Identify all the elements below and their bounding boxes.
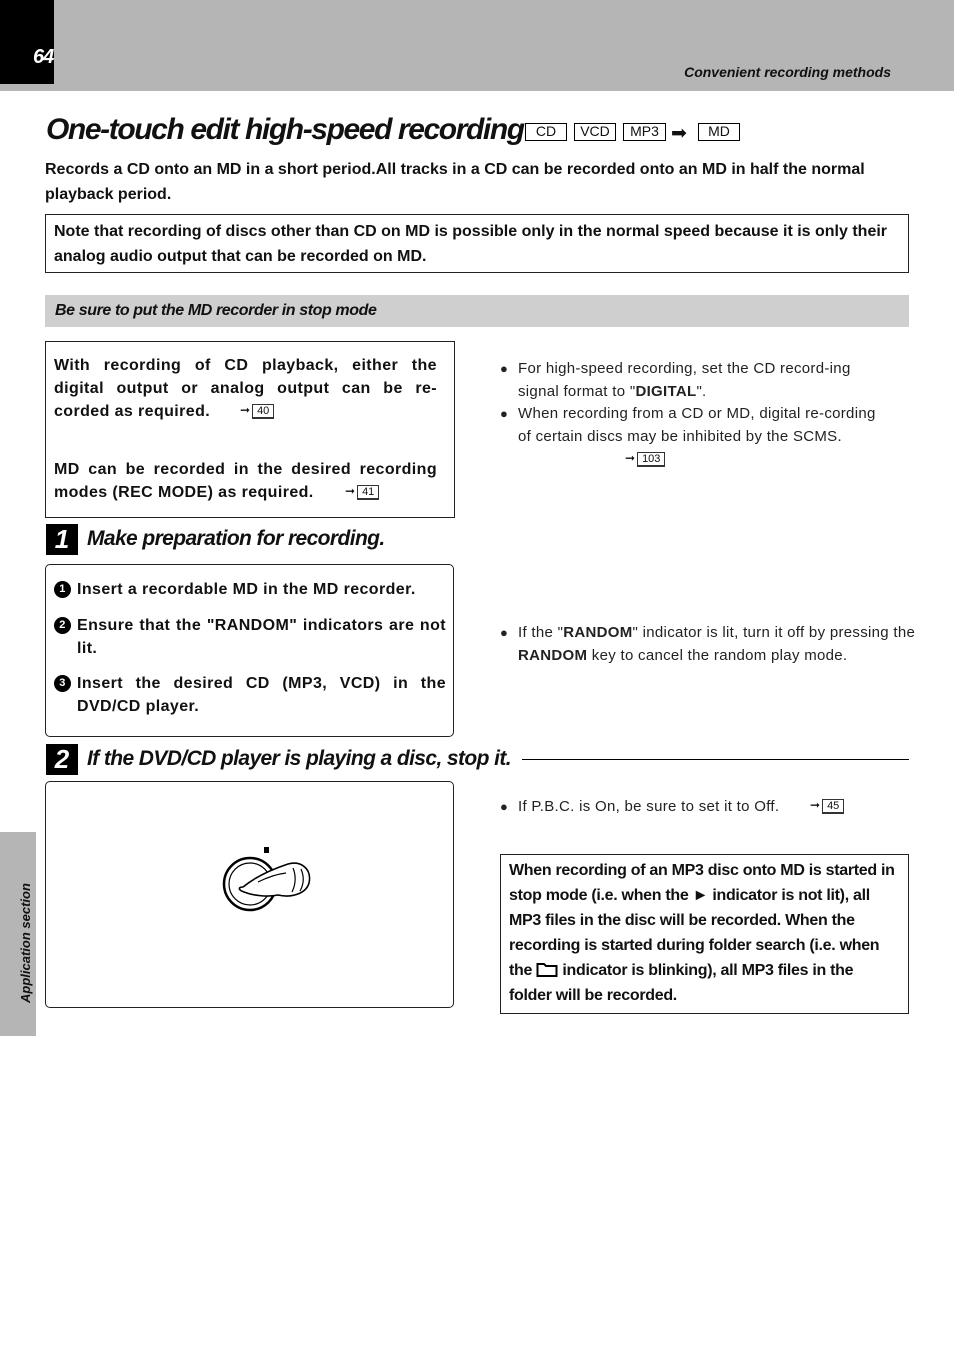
note-text: When recording from a CD or MD, digital re-cording of certain discs may be inhibited by the SCMS. [518,405,876,445]
note-text: For high-speed recording, set the CD record-ing signal format to " [518,360,851,400]
tag-vcd: VCD [574,123,616,141]
note-text: " indicator is lit, turn it off by pressing the [632,624,916,641]
section-title: Convenient recording methods [684,64,891,80]
step-1-item [54,672,446,718]
page-number: 64 [33,46,54,68]
ref-arrow-icon: ➞ [625,451,636,465]
prep-para-1: With recording of CD playback, either the digital output or analog output can be re-corded as required. [54,357,437,420]
book-ref-icon: 45 [822,799,844,814]
item-text: Insert a recordable MD in the MD recorder. [77,581,416,598]
note-random [500,621,920,667]
stop-mode-band [45,295,909,327]
book-ref-icon: 103 [637,452,665,467]
note-text: If the " [518,624,564,641]
mp3-text-part: When recording of an MP3 disc onto MD is started in stop mode (i.e. when the [509,862,895,904]
item-number: 3 [54,675,71,692]
note-bold: RANDOM [518,647,588,664]
step-1-badge: 1 [46,524,78,555]
note-text: Note that recording of discs other than CD on MD is possible only in the normal speed because it is only their analog audio output that can be recorded on MD. [54,223,888,265]
note-scms [500,402,880,448]
item-text: Insert the desired CD (MP3, VCD) in the DVD/CD player. [77,675,446,715]
step-1-item [54,614,446,660]
step-1-title: Make preparation for recording. [87,527,385,550]
ref-arrow-icon: ➞ [345,484,356,498]
item-number: 2 [54,617,71,634]
bullet-icon: ● [500,799,509,814]
bullet-icon: ● [500,625,509,640]
book-ref-icon: 41 [357,485,379,500]
prep-para-2: MD can be recorded in the desired recording modes (REC MODE) as required. [54,461,437,501]
scms-ref [625,451,665,467]
step-2-badge: 2 [46,744,78,775]
folder-icon [536,961,558,977]
note-box [45,214,909,273]
note-pbc [500,795,820,818]
tag-cd: CD [525,123,567,141]
mp3-text-part: indicator is blinking), all MP3 files in the folder will be recorded. [509,962,854,1004]
mp3-note-box [500,854,909,1014]
step-2-title: If the DVD/CD player is playing a disc, stop it. [87,747,511,770]
ref-arrow-icon: ➞ [810,798,821,812]
note-bold: DIGITAL [635,383,697,400]
step-2-rule [522,759,909,760]
intro-text: Records a CD onto an MD in a short period.All tracks in a CD can be recorded onto an MD in half the normal playback period. [45,161,865,203]
book-ref-icon: 40 [252,404,274,419]
note-text: key to cancel the random play mode. [587,647,848,664]
item-number: 1 [54,581,71,598]
page-number-box [0,0,54,84]
mp3-text-part: indicator is not lit), all MP3 files in the disc will be recorded. When the recording is started during folder search (i.e. when the [509,887,880,979]
prep-ref-2 [345,484,379,500]
pbc-ref [810,798,844,814]
arrow-right-icon: ➡ [671,123,687,144]
page-title: One-touch edit high-speed recording [46,113,524,146]
tag-md: MD [698,123,740,141]
bullet-icon: ● [500,361,509,376]
note-text: If P.B.C. is On, be sure to set it to Off. [518,798,780,815]
stop-button-press-icon [218,842,318,914]
prep-ref-1 [240,403,274,419]
step-1-item [54,578,446,601]
ref-arrow-icon: ➞ [240,403,251,417]
stop-mode-text: Be sure to put the MD recorder in stop mode [55,302,377,319]
bullet-icon: ● [500,406,509,421]
note-text: ". [696,383,707,400]
play-indicator-icon: ► [692,887,709,904]
tag-mp3: MP3 [623,123,666,141]
mp3-note-text [509,858,900,1008]
note-bold: RANDOM [563,624,633,641]
side-tab-label: Application section [18,883,33,1003]
item-text: Ensure that the "RANDOM" indicators are not lit. [77,617,446,657]
note-high-speed [500,357,880,403]
